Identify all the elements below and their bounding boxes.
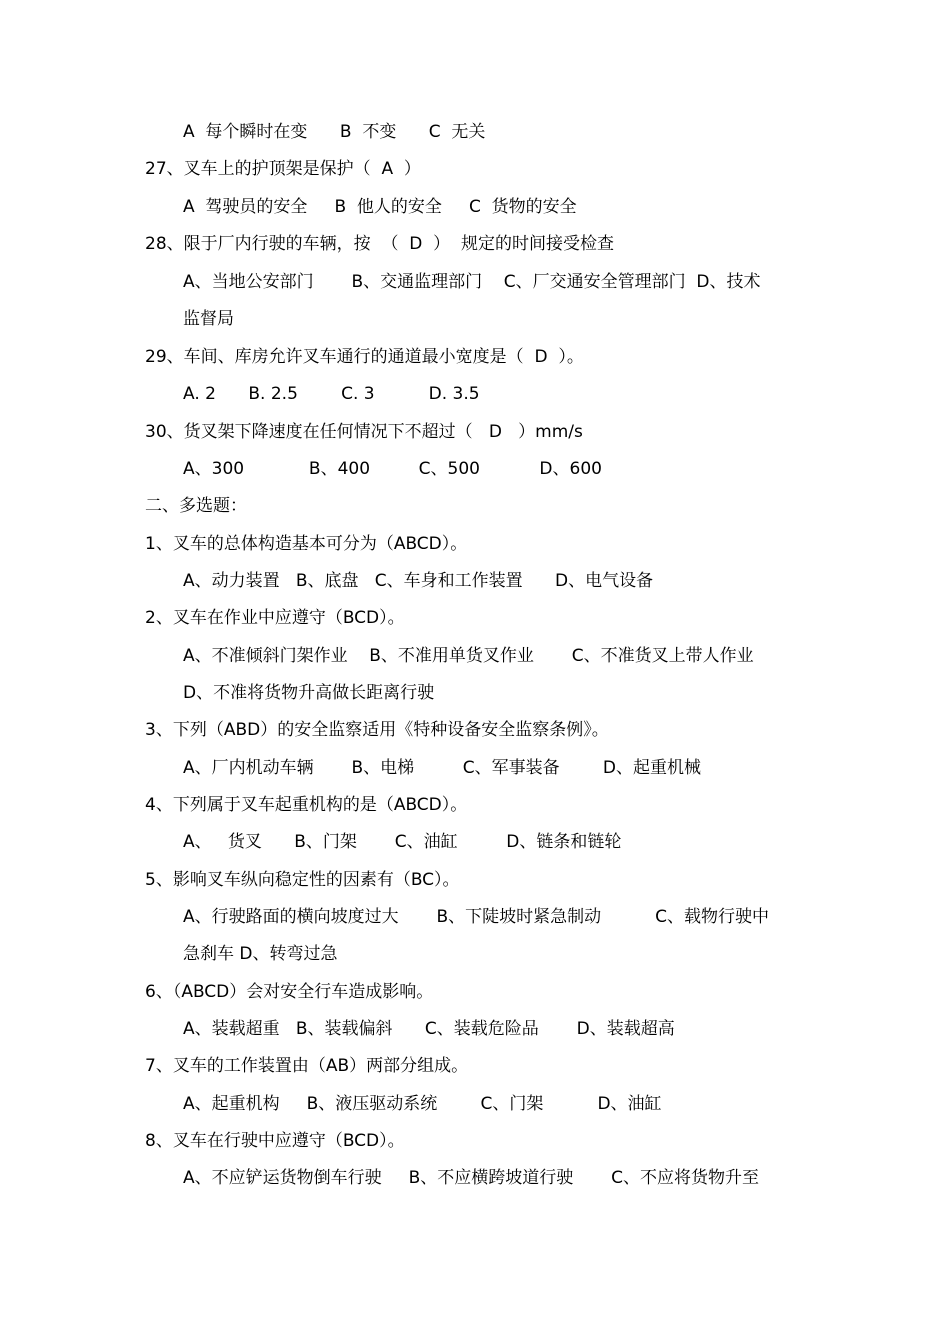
- answer-options: A、装载超重 B、装载偏斜 C、装载危险品 D、装载超高: [183, 1019, 675, 1039]
- answer-options-continued: 监督局: [183, 309, 234, 329]
- answer-options: A. 2 B. 2.5 C. 3 D. 3.5: [183, 384, 480, 404]
- question-7: 7、叉车的工作装置由（AB）两部分组成。: [145, 1056, 469, 1076]
- section-heading: 二、多选题：: [145, 496, 247, 516]
- answer-options: A 每个瞬时在变 B 不变 C 无关: [183, 122, 486, 142]
- question-28: 28、限于厂内行驶的车辆，按 （ D ） 规定的时间接受检查: [145, 234, 614, 254]
- answer-options-continued: 急刹车 D、转弯过急: [183, 944, 338, 964]
- question-5: 5、影响叉车纵向稳定性的因素有（BC）。: [145, 870, 460, 890]
- question-2: 2、叉车在作业中应遵守（BCD）。: [145, 608, 405, 628]
- question-4: 4、下列属于叉车起重机构的是（ABCD）。: [145, 795, 468, 815]
- question-3: 3、下列（ABD）的安全监察适用《特种设备安全监察条例》。: [145, 720, 609, 740]
- answer-options: A、厂内机动车辆 B、电梯 C、军事装备 D、起重机械: [183, 758, 701, 778]
- answer-options: A、300 B、400 C、500 D、600: [183, 459, 602, 479]
- answer-options: A、当地公安部门 B、交通监理部门 C、厂交通安全管理部门 D、技术: [183, 272, 761, 292]
- question-8: 8、叉车在行驶中应遵守（BCD）。: [145, 1131, 405, 1151]
- answer-options: A、 货叉 B、门架 C、油缸 D、链条和链轮: [183, 832, 622, 852]
- answer-options: A、动力装置 B、底盘 C、车身和工作装置 D、电气设备: [183, 571, 654, 591]
- answer-options: A、不准倾斜门架作业 B、不准用单货叉作业 C、不准货叉上带人作业: [183, 646, 754, 666]
- question-6: 6、（ABCD）会对安全行车造成影响。: [145, 982, 434, 1002]
- answer-options: A、行驶路面的横向坡度过大 B、下陡坡时紧急制动 C、载物行驶中: [183, 907, 770, 927]
- question-30: 30、货叉架下降速度在任何情况下不超过（ D ）mm/s: [145, 422, 583, 442]
- answer-options: A 驾驶员的安全 B 他人的安全 C 货物的安全: [183, 197, 577, 217]
- question-27: 27、叉车上的护顶架是保护（ A ）: [145, 159, 421, 179]
- question-29: 29、车间、库房允许叉车通行的通道最小宽度是（ D ）。: [145, 347, 584, 367]
- answer-options: A、起重机构 B、液压驱动系统 C、门架 D、油缸: [183, 1094, 662, 1114]
- answer-options-continued: D、不准将货物升高做长距离行驶: [183, 683, 435, 703]
- answer-options: A、不应铲运货物倒车行驶 B、不应横跨坡道行驶 C、不应将货物升至: [183, 1168, 760, 1188]
- question-1: 1、叉车的总体构造基本可分为（ABCD）。: [145, 534, 468, 554]
